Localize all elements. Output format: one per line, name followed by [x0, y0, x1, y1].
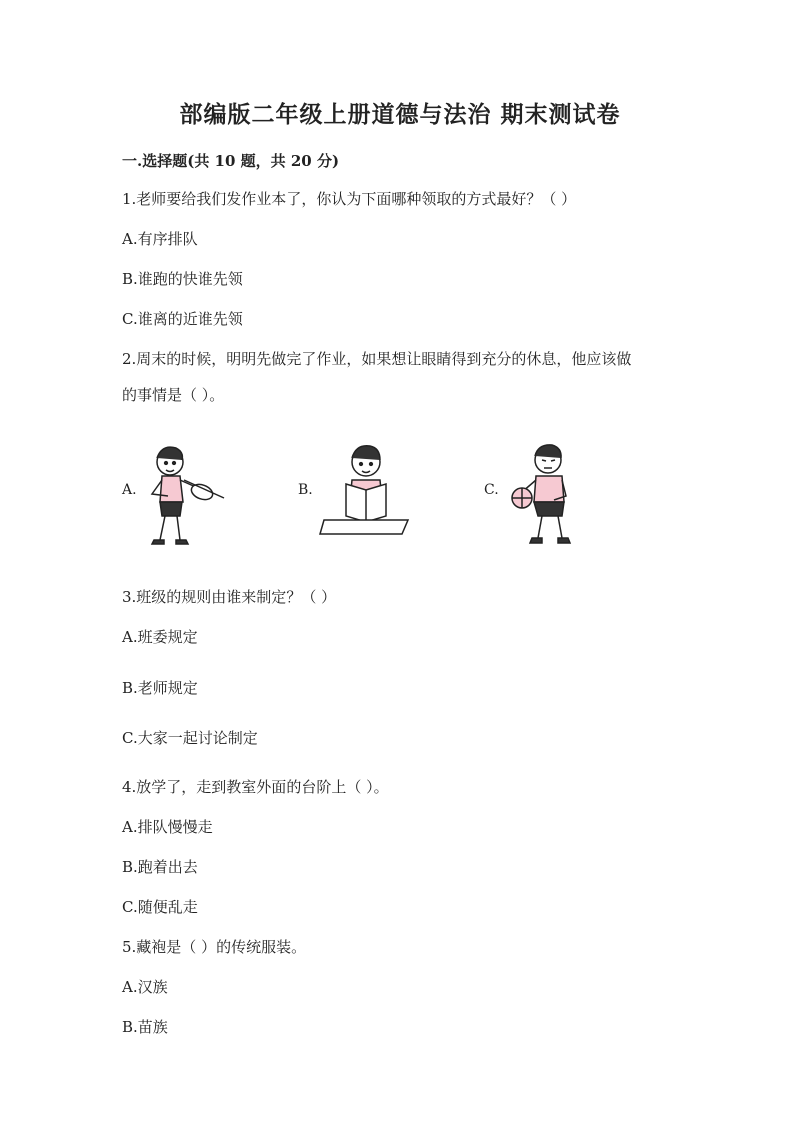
reading-boy-illustration	[318, 440, 418, 550]
page-title: 部编版二年级上册道德与法治 期末测试卷	[179, 101, 621, 128]
question-3-stem: 3.班级的规则由谁来制定？（ ）	[122, 588, 337, 606]
question-3-option-b: B.老师规定	[122, 679, 198, 697]
question-2-option-c: C.	[484, 482, 499, 498]
question-5-option-a: A.汉族	[122, 978, 168, 996]
question-5-stem: 5.藏袍是（ ）的传统服装。	[122, 938, 307, 956]
question-3-option-c: C.大家一起讨论制定	[122, 729, 258, 747]
violin-boy-illustration	[140, 440, 230, 550]
question-1-option-b: B.谁跑的快谁先领	[122, 270, 243, 288]
question-1-option-c: C.谁离的近谁先领	[122, 310, 243, 328]
basketball-boy-illustration	[506, 440, 586, 550]
question-3-option-a: A.班委规定	[122, 628, 198, 646]
question-5-option-b: B.苗族	[122, 1018, 168, 1036]
question-2-stem-continued: 的事情是（ ）。	[122, 386, 225, 404]
section-heading: 一.选择题(共 10 题，共 20 分)	[122, 152, 340, 170]
question-1-option-a: A.有序排队	[122, 230, 198, 248]
question-1-stem: 1.老师要给我们发作业本了，你认为下面哪种领取的方式最好？（ ）	[122, 190, 577, 208]
question-2-option-b: B.	[298, 482, 313, 498]
question-2-stem: 2.周末的时候，明明先做完了作业，如果想让眼睛得到充分的休息，他应该做	[122, 350, 632, 368]
question-4-option-c: C.随便乱走	[122, 898, 198, 916]
question-4-stem: 4.放学了，走到教室外面的台阶上（ ）。	[122, 778, 389, 796]
question-4-option-a: A.排队慢慢走	[122, 818, 213, 836]
question-2-option-a: A.	[122, 482, 137, 498]
question-4-option-b: B.跑着出去	[122, 858, 198, 876]
